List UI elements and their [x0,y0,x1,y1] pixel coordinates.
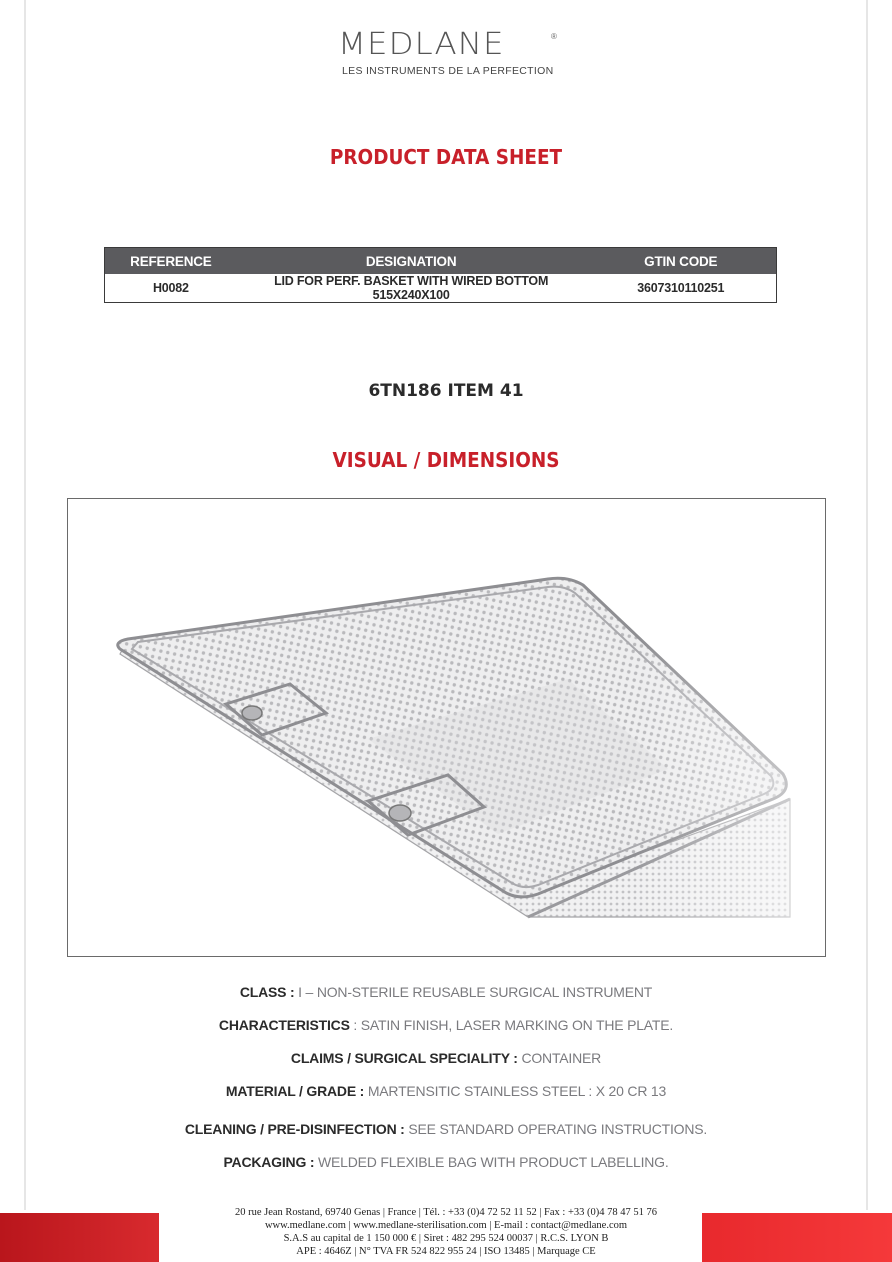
spec-key: CLEANING / PRE-DISINFECTION : [184,1121,405,1137]
spec-value: CONTAINER [517,1050,602,1066]
spec-packaging [0,1154,892,1170]
spec-key: CHARACTERISTICS [218,1017,350,1033]
logo-wordmark: MEDLANE [338,27,505,62]
spec-material [0,1083,892,1099]
medlane-logo [338,28,568,78]
page-title: PRODUCT DATA SHEET [329,145,563,169]
logo-tagline: LES INSTRUMENTS DE LA PERFECTION [342,65,554,77]
section-title-visual: VISUAL / DIMENSIONS [332,448,560,472]
cell-gtin-code: 3607310110251 [637,281,725,295]
table-row [105,274,777,303]
footer-registration: APE : 4646Z | N° TVA FR 524 822 955 24 | ISO 13485 | Marquage CE [296,1246,596,1257]
spec-value: WELDED FLEXIBLE BAG WITH PRODUCT LABELLING. [314,1154,669,1170]
spec-key: MATERIAL / GRADE : [225,1083,365,1099]
spec-value: I – NON-STERILE REUSABLE SURGICAL INSTRUMENT [294,984,653,1000]
spec-claims [0,1050,892,1066]
footer-address: 20 rue Jean Rostand, 69740 Genas | France | Tél. : +33 (0)4 72 52 11 52 | Fax : +33 (0)4 78 47 51 76 [234,1207,658,1218]
footer-company: S.A.S au capital de 1 150 000 € | Siret : 482 295 524 00037 | R.C.S. LYON B [283,1233,609,1244]
footer-web: www.medlane.com | www.medlane-sterilisation.com | E-mail : contact@medlane.com [264,1220,628,1231]
reference-table-header-row [105,248,777,275]
spec-value: : SATIN FINISH, LASER MARKING ON THE PLATE. [349,1017,674,1033]
spec-value: SEE STANDARD OPERATING INSTRUCTIONS. [404,1121,708,1137]
product-photo-frame [67,498,826,957]
header-reference: REFERENCE [105,248,237,275]
spec-key: PACKAGING : [223,1154,315,1170]
spec-cleaning [0,1121,892,1137]
reference-table [104,247,777,303]
cell-designation: LID FOR PERF. BASKET WITH WIRED BOTTOM 515X240X100 [274,274,549,302]
footer-contact [0,1206,892,1258]
spec-key: CLASS : [239,984,295,1000]
spec-class [0,984,892,1000]
spec-characteristics [0,1017,892,1033]
header-gtin-code: GTIN CODE [585,248,776,275]
cell-reference: H0082 [152,281,189,295]
header-designation: DESIGNATION [237,248,586,275]
product-photo [68,499,825,956]
spec-value: MARTENSITIC STAINLESS STEEL : X 20 CR 13 [364,1083,667,1099]
item-line: 6TN186 ITEM 41 [368,381,524,401]
logo-registered-mark: ® [551,32,557,41]
spec-key: CLAIMS / SURGICAL SPECIALITY : [290,1050,518,1066]
